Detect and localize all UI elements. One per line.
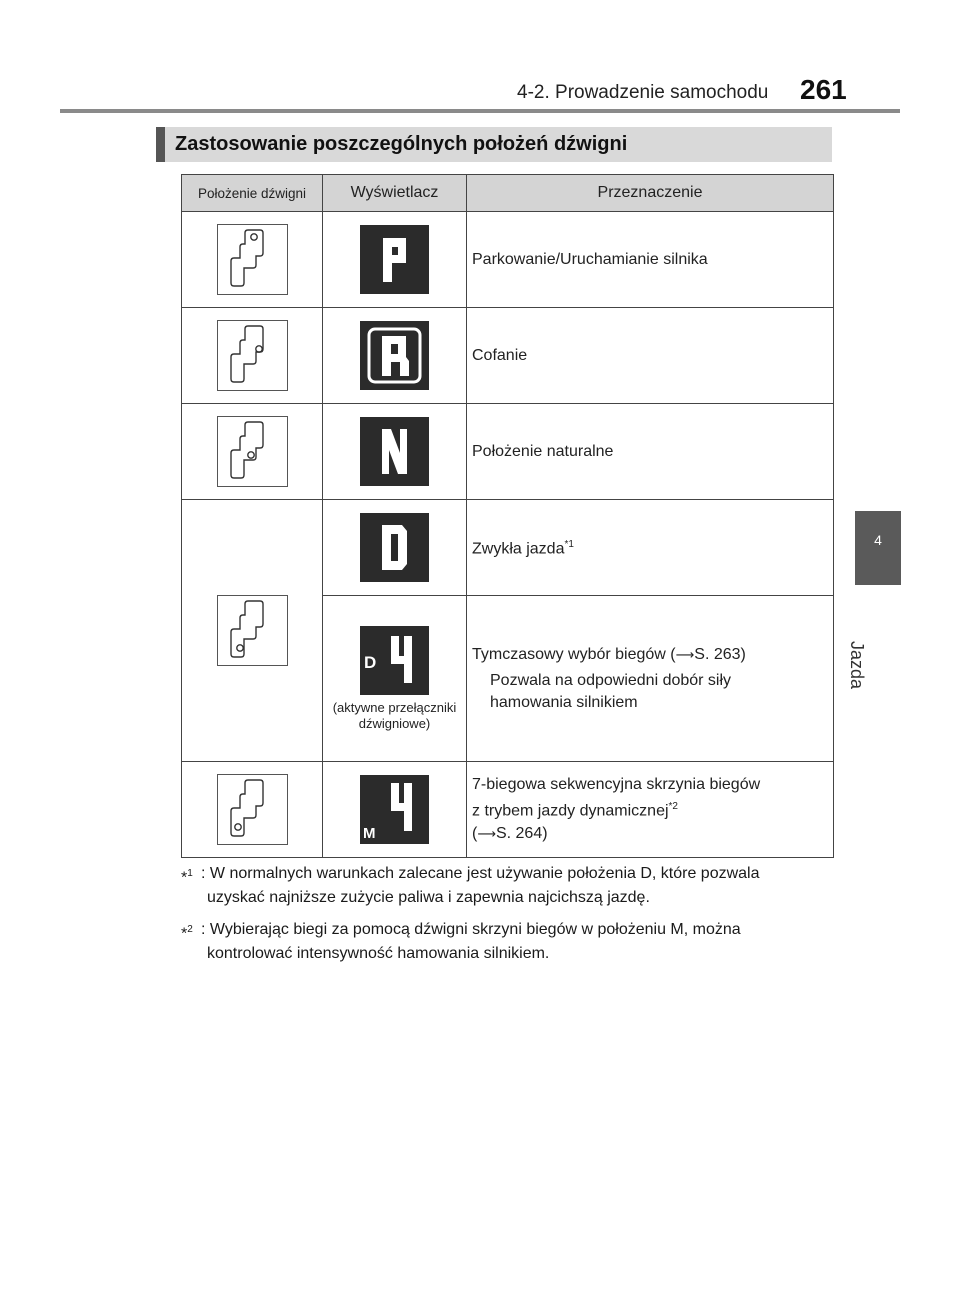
display-cell: [323, 404, 467, 500]
footnote-number: 1: [187, 868, 193, 879]
purpose-line: [472, 644, 833, 666]
purpose-cell: [467, 762, 834, 858]
section-heading: [156, 127, 832, 162]
purpose-cell: [467, 596, 834, 762]
purpose-line-2: [472, 796, 833, 822]
section-heading-bar: [156, 127, 165, 162]
display-n-icon: [360, 417, 429, 486]
col-header-display: Wyświetlacz: [323, 175, 467, 212]
arrow-right-icon: ⟶: [675, 646, 695, 662]
col-header-purpose: Przeznaczenie: [467, 175, 834, 212]
footnote-asterisk: *: [181, 869, 188, 887]
position-cell: [182, 500, 323, 762]
shift-gate-d-icon: [217, 595, 288, 666]
page-number: 261: [800, 74, 847, 105]
svg-text:M: M: [363, 825, 376, 842]
display-cell: [323, 596, 467, 762]
page-ref: S. 263): [694, 645, 746, 663]
col-header-position: Położenie dźwigni: [182, 175, 323, 212]
footnote-body: [181, 918, 833, 966]
display-cell: [323, 500, 467, 596]
purpose-cell: [467, 308, 834, 404]
chapter-label-wrap: [847, 585, 901, 690]
chapter-label: Jazda: [847, 641, 867, 690]
display-cell: [323, 762, 467, 858]
shift-gate-r-icon: [217, 320, 288, 391]
position-cell: [182, 308, 323, 404]
purpose-text: z trybem jazdy dynamicznej: [472, 802, 669, 820]
shift-gate-n-icon: [217, 416, 288, 487]
footnote-1: [181, 862, 833, 910]
purpose-cell: [467, 500, 834, 596]
display-note: (aktywne przełączniki dźwigniowe): [332, 699, 457, 731]
purpose-text: Położenie naturalne: [472, 442, 614, 460]
display-d4-icon: [360, 626, 429, 695]
purpose-text: Zwykła jazda: [472, 540, 565, 558]
purpose-line-1: 7-biegowa sekwencyjna skrzynia biegów: [472, 776, 761, 794]
purpose-cell: [467, 404, 834, 500]
gear-position-table: [181, 174, 834, 858]
table-header-row: [182, 175, 834, 212]
footnote-body: [181, 862, 833, 910]
purpose-text: Parkowanie/Uruchamianie silnika: [472, 250, 708, 268]
arrow-right-icon: ⟶: [477, 825, 496, 841]
footnote-ref: *2: [668, 801, 678, 813]
purpose-prefix: (: [472, 824, 478, 842]
table-row: [182, 762, 834, 858]
shift-gate-m-icon: [217, 774, 288, 845]
shift-gate-p-icon: [217, 224, 288, 295]
table-row: [182, 500, 834, 596]
footnote-mark: [181, 862, 193, 890]
display-r-icon: [360, 321, 429, 390]
section-heading-text: Zastosowanie poszczególnych położeń dźwigni: [175, 133, 628, 155]
footnote-asterisk: *: [181, 925, 188, 943]
position-cell: [182, 212, 323, 308]
purpose-text: Tymczasowy wybór biegów (: [472, 645, 676, 663]
footnote-line-1: : Wybierając biegi za pomocą dźwigni skrzyni biegów w położeniu M, można: [201, 921, 741, 938]
svg-text:D: D: [364, 652, 377, 672]
table-row: [182, 212, 834, 308]
footnote-line-1: : W normalnych warunkach zalecane jest używanie położenia D, które pozwala: [201, 865, 760, 882]
purpose-line-3: [472, 823, 833, 845]
page-ref: S. 264): [495, 824, 548, 842]
header-section-title: 4-2. Prowadzenie samochodu: [517, 82, 769, 103]
footnote-line-2: uzyskać najniższe zużycie paliwa i zapewnia najcichszą jazdę.: [207, 889, 650, 906]
position-cell: [182, 762, 323, 858]
footnote-2: [181, 918, 833, 966]
table-row: [182, 404, 834, 500]
display-m4-icon: [360, 775, 429, 844]
display-p-icon: [360, 225, 429, 294]
footnote-ref: *1: [564, 539, 574, 551]
chapter-number: 4: [874, 532, 882, 548]
header-divider: [60, 109, 900, 113]
display-d-icon: [360, 513, 429, 582]
table-row: [182, 308, 834, 404]
chapter-tab: [855, 511, 901, 585]
display-cell: [323, 212, 467, 308]
display-cell: [323, 308, 467, 404]
purpose-detail: Pozwala na odpowiedni dobór siły hamowania silnikiem: [490, 671, 732, 711]
position-cell: [182, 404, 323, 500]
footnote-mark: [181, 918, 193, 946]
purpose-cell: [467, 212, 834, 308]
footnote-line-2: kontrolować intensywność hamowania silnikiem.: [207, 945, 550, 962]
purpose-text: Cofanie: [472, 346, 528, 364]
footnote-number: 2: [187, 924, 193, 935]
